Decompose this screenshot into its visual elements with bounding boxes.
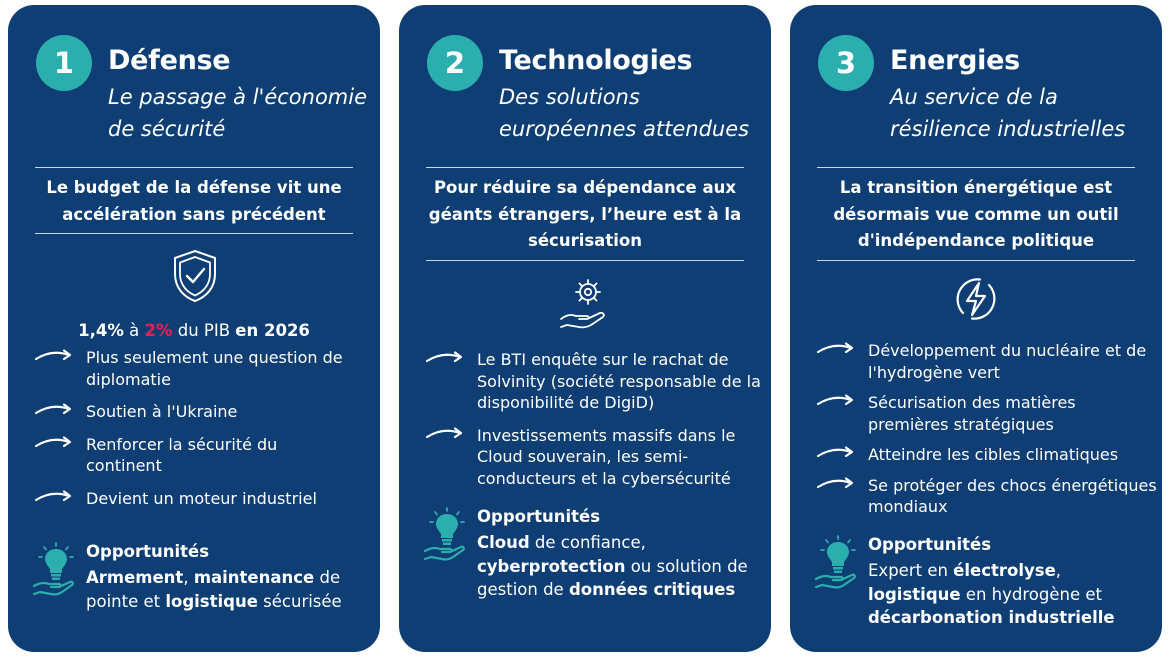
list-item: Devient un moteur industriel [32, 488, 372, 510]
card-defense [8, 5, 380, 652]
card-subtitle: Des solutions européennes attendues [499, 85, 750, 141]
card-subtitle: Au service de la résilience industrielles [890, 85, 1126, 141]
opportunities-block [32, 542, 367, 622]
list-item: Développement du nucléaire et de l'hydrogène vert [814, 340, 1159, 383]
opportunities-text: Cloud de confiance, cyberprotection ou solution de gestion de données critiques [477, 533, 748, 599]
card-title: Technologies [499, 45, 693, 76]
divider [426, 260, 744, 261]
opportunities-block [814, 535, 1149, 635]
arrow-icon [34, 347, 74, 363]
list-item: Sécurisation des matières premières stratégiques [814, 392, 1159, 435]
list-item: Le BTI enquête sur le rachat de Solvinity (société responsable de la disponibilité de DigiD) [423, 349, 768, 414]
opportunities-title: Opportunités [86, 542, 210, 561]
arrow-icon [34, 488, 74, 504]
card-number-badge: 1 [36, 35, 92, 91]
opportunities-text: Expert en électrolyse, logistique en hydrogène et décarbonation industrielle [868, 561, 1115, 627]
list-item: Soutien à l'Ukraine [32, 401, 372, 423]
arrow-icon [34, 434, 74, 450]
arrow-icon [425, 425, 465, 441]
card-headline: Pour réduire sa dépendance aux géants étrangers, l’heure est à la sécurisation [428, 178, 742, 250]
card-title: Défense [108, 45, 231, 76]
card-title: Energies [890, 45, 1020, 76]
divider [817, 167, 1135, 168]
list-item: Plus seulement une question de diplomatie [32, 347, 372, 390]
defense-budget-stat: 1,4% à 2% du PIB en 2026 [78, 321, 310, 340]
opportunities-title: Opportunités [868, 535, 992, 554]
list-item: Atteindre les cibles climatiques [814, 444, 1159, 466]
arrow-icon [816, 444, 856, 460]
bullet-list [423, 349, 768, 489]
list-item: Investissements massifs dans le Cloud souverain, les semi-conducteurs et la cybersécurité [423, 425, 768, 490]
card-technologies [399, 5, 771, 652]
arrow-icon [816, 475, 856, 491]
lightning-bolt-icon [952, 275, 1000, 323]
hand-lightbulb-icon [32, 542, 78, 598]
card-number-badge: 3 [818, 35, 874, 91]
shield-check-icon [170, 248, 220, 304]
card-headline: La transition énergétique est désormais vue comme un outil d'indépendance politique [833, 178, 1119, 250]
opportunities-title: Opportunités [477, 507, 601, 526]
opportunities-block [423, 507, 758, 627]
bullet-list [814, 340, 1159, 518]
divider [426, 167, 744, 168]
hand-gear-icon [558, 275, 614, 331]
bullet-list [32, 347, 372, 509]
card-subtitle: Le passage à l'économie de sécurité [108, 85, 368, 141]
card-energies [790, 5, 1162, 652]
arrow-icon [816, 340, 856, 356]
arrow-icon [34, 401, 74, 417]
divider [35, 233, 353, 234]
hand-lightbulb-icon [423, 507, 469, 563]
arrow-icon [425, 349, 465, 365]
hand-lightbulb-icon [814, 535, 860, 591]
divider [35, 167, 353, 168]
list-item: Se protéger des chocs énergétiques mondiaux [814, 475, 1159, 518]
divider [817, 260, 1135, 261]
card-number-badge: 2 [427, 35, 483, 91]
opportunities-text: Armement, maintenance de pointe et logistique sécurisée [86, 568, 342, 611]
card-headline: Le budget de la défense vit une accélération sans précédent [46, 178, 342, 224]
arrow-icon [816, 392, 856, 408]
list-item: Renforcer la sécurité du continent [32, 434, 372, 477]
